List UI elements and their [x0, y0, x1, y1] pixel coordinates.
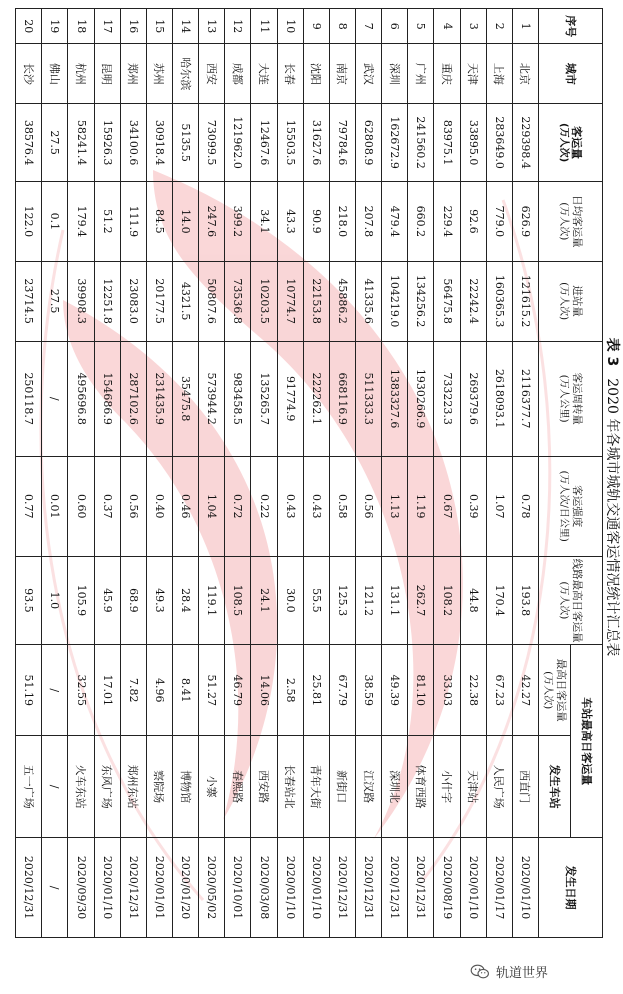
- cell-daily: 122.0: [16, 181, 42, 261]
- cell-city: 北京: [512, 44, 538, 104]
- cell-intensity: 0.56: [356, 456, 382, 556]
- cell-line-max: 1.0: [42, 556, 68, 645]
- cell-station: 五一广场: [16, 736, 42, 838]
- header-entry-unit: (万人次): [558, 282, 570, 321]
- wechat-icon: [470, 964, 490, 980]
- cell-line-max: 125.3: [329, 556, 355, 645]
- table-row: [486, 9, 512, 938]
- cell-entry: 160365.3: [486, 261, 512, 341]
- cell-city: 天津: [460, 44, 486, 104]
- cell-date: 2020/01/20: [173, 838, 199, 938]
- cell-entry: 73536.8: [225, 261, 251, 341]
- footer-brand-label: 轨道世界: [496, 966, 549, 981]
- cell-line-max: 108.5: [225, 556, 251, 645]
- header-entry: [539, 261, 603, 341]
- cell-station: 西安路: [251, 736, 277, 838]
- cell-line-max: 45.9: [94, 556, 120, 645]
- cell-station: 长春站北: [277, 736, 303, 838]
- cell-entry: 45886.2: [329, 261, 355, 341]
- cell-entry: 23083.0: [120, 261, 146, 341]
- cell-intensity: 0.78: [512, 456, 538, 556]
- cell-no: 2: [486, 9, 512, 44]
- cell-station-max: 4.96: [146, 645, 172, 736]
- cell-entry: 104219.0: [382, 261, 408, 341]
- cell-station-max: 42.27: [512, 645, 538, 736]
- cell-volume: 62808.9: [356, 104, 382, 182]
- cell-intensity: 1.13: [382, 456, 408, 556]
- cell-line-max: 49.3: [146, 556, 172, 645]
- cell-no: 17: [94, 9, 120, 44]
- cell-daily: 90.9: [303, 181, 329, 261]
- cell-date: 2020/01/17: [486, 838, 512, 938]
- cell-city: 上海: [486, 44, 512, 104]
- cell-station: 青年大街: [303, 736, 329, 838]
- cell-station-max: 51.19: [16, 645, 42, 736]
- cell-station-max: 25.81: [303, 645, 329, 736]
- cell-city: 重庆: [434, 44, 460, 104]
- cell-entry: 121615.2: [512, 261, 538, 341]
- cell-station: 人民广场: [486, 736, 512, 838]
- cell-no: 11: [251, 9, 277, 44]
- cell-date: 2020/12/31: [408, 838, 434, 938]
- cell-turnover: 2618093.1: [486, 341, 512, 456]
- header-daily-unit: (万人次): [558, 202, 570, 241]
- cell-entry: 10774.7: [277, 261, 303, 341]
- cell-city: 西安: [199, 44, 225, 104]
- cell-no: 7: [356, 9, 382, 44]
- table-row: [94, 9, 120, 938]
- cell-entry: 50807.6: [199, 261, 225, 341]
- cell-date: 2020/12/31: [329, 838, 355, 938]
- table-row: [277, 9, 303, 938]
- cell-daily: 0.1: [42, 181, 68, 261]
- cell-date: 2020/12/31: [356, 838, 382, 938]
- statistics-table: [15, 8, 603, 938]
- cell-city: 郑州: [120, 44, 146, 104]
- cell-no: 9: [303, 9, 329, 44]
- table-row: [68, 9, 94, 938]
- header-line-max-unit: (万人次): [558, 581, 570, 620]
- table-row: [251, 9, 277, 938]
- cell-turnover: 495696.8: [68, 341, 94, 456]
- cell-station: 江汉路: [356, 736, 382, 838]
- cell-no: 1: [512, 9, 538, 44]
- cell-volume: 283649.0: [486, 104, 512, 182]
- cell-no: 14: [173, 9, 199, 44]
- cell-station-max: /: [42, 645, 68, 736]
- cell-entry: 27.5: [42, 261, 68, 341]
- cell-line-max: 131.1: [382, 556, 408, 645]
- cell-no: 19: [42, 9, 68, 44]
- cell-daily: 218.0: [329, 181, 355, 261]
- table-row: [42, 9, 68, 938]
- header-intensity-label: 客运强度: [571, 485, 584, 528]
- cell-volume: 31627.6: [303, 104, 329, 182]
- cell-volume: 5135.5: [173, 104, 199, 182]
- cell-turnover: 668116.9: [329, 341, 355, 456]
- cell-date: 2020/08/19: [434, 838, 460, 938]
- cell-turnover: 269379.6: [460, 341, 486, 456]
- cell-turnover: 231435.9: [146, 341, 172, 456]
- cell-turnover: 511333.3: [356, 341, 382, 456]
- cell-no: 20: [16, 9, 42, 44]
- cell-city: 成都: [225, 44, 251, 104]
- cell-station-max: 67.79: [329, 645, 355, 736]
- cell-line-max: 55.5: [303, 556, 329, 645]
- table-row: [329, 9, 355, 938]
- cell-daily: 84.5: [146, 181, 172, 261]
- cell-line-max: 105.9: [68, 556, 94, 645]
- cell-city: 长沙: [16, 44, 42, 104]
- cell-intensity: 0.72: [225, 456, 251, 556]
- table-row: [16, 9, 42, 938]
- cell-city: 苏州: [146, 44, 172, 104]
- table-row: [382, 9, 408, 938]
- header-line-max: [539, 556, 603, 645]
- cell-city: 武汉: [356, 44, 382, 104]
- cell-station-max: 32.55: [68, 645, 94, 736]
- header-turnover-unit: (万人公里): [558, 374, 570, 423]
- cell-entry: 56475.8: [434, 261, 460, 341]
- cell-intensity: 0.46: [173, 456, 199, 556]
- cell-volume: 162672.9: [382, 104, 408, 182]
- cell-date: 2020/01/10: [94, 838, 120, 938]
- table-title: [603, 0, 621, 994]
- header-turnover: [539, 341, 603, 456]
- cell-intensity: 0.01: [42, 456, 68, 556]
- cell-line-max: 170.4: [486, 556, 512, 645]
- cell-line-max: 30.0: [277, 556, 303, 645]
- cell-station-max: 51.27: [199, 645, 225, 736]
- cell-station: /: [42, 736, 68, 838]
- table-row: [146, 9, 172, 938]
- cell-turnover: 2116377.7: [512, 341, 538, 456]
- cell-station: 新街口: [329, 736, 355, 838]
- cell-intensity: 0.37: [94, 456, 120, 556]
- header-volume-unit: (万人次): [558, 123, 570, 163]
- cell-no: 15: [146, 9, 172, 44]
- cell-line-max: 93.5: [16, 556, 42, 645]
- cell-date: 2020/01/10: [277, 838, 303, 938]
- table-row: [408, 9, 434, 938]
- table-row: [199, 9, 225, 938]
- cell-date: 2020/12/31: [16, 838, 42, 938]
- cell-intensity: 1.04: [199, 456, 225, 556]
- cell-city: 昆明: [94, 44, 120, 104]
- table-row: [120, 9, 146, 938]
- cell-volume: 83975.1: [434, 104, 460, 182]
- cell-date: 2020/12/31: [382, 838, 408, 938]
- cell-volume: 30918.4: [146, 104, 172, 182]
- cell-volume: 34100.6: [120, 104, 146, 182]
- cell-entry: 41335.6: [356, 261, 382, 341]
- cell-city: 哈尔滨: [173, 44, 199, 104]
- cell-entry: 22153.8: [303, 261, 329, 341]
- cell-station-max: 49.39: [382, 645, 408, 736]
- cell-entry: 12251.8: [94, 261, 120, 341]
- cell-station-max: 14.06: [251, 645, 277, 736]
- cell-line-max: 28.4: [173, 556, 199, 645]
- table-row: [225, 9, 251, 938]
- cell-date: /: [42, 838, 68, 938]
- table-number: 表 3: [604, 337, 620, 367]
- table-title-text: 2020 年各城市城轨交通客运情况统计汇总表: [604, 378, 620, 657]
- cell-daily: 14.0: [173, 181, 199, 261]
- cell-volume: 58241.4: [68, 104, 94, 182]
- cell-no: 3: [460, 9, 486, 44]
- cell-station-max: 81.10: [408, 645, 434, 736]
- cell-line-max: 68.9: [120, 556, 146, 645]
- header-volume-label: 客运量: [570, 126, 584, 160]
- header-daily-label: 日均客运量: [571, 195, 584, 248]
- cell-station: 小寨: [199, 736, 225, 838]
- cell-station: 火车东站: [68, 736, 94, 838]
- cell-turnover: 1383327.6: [382, 341, 408, 456]
- cell-date: 2020/01/01: [146, 838, 172, 938]
- header-no: 序号: [539, 9, 603, 44]
- cell-intensity: 0.43: [303, 456, 329, 556]
- cell-daily: 207.8: [356, 181, 382, 261]
- cell-date: 2020/01/10: [303, 838, 329, 938]
- cell-daily: 479.4: [382, 181, 408, 261]
- cell-volume: 121962.0: [225, 104, 251, 182]
- cell-daily: 111.9: [120, 181, 146, 261]
- table-body: [16, 9, 539, 938]
- table-row: [512, 9, 538, 938]
- footer-brand: [470, 962, 548, 981]
- cell-intensity: 0.40: [146, 456, 172, 556]
- header-intensity-unit: (万人次/日公里): [558, 470, 570, 542]
- cell-station-max: 33.03: [434, 645, 460, 736]
- cell-intensity: 1.07: [486, 456, 512, 556]
- cell-city: 广州: [408, 44, 434, 104]
- cell-daily: 779.0: [486, 181, 512, 261]
- cell-entry: 20177.5: [146, 261, 172, 341]
- header-city: 城市: [539, 44, 603, 104]
- cell-intensity: 0.22: [251, 456, 277, 556]
- cell-daily: 247.6: [199, 181, 225, 261]
- cell-station: 博物馆: [173, 736, 199, 838]
- cell-daily: 51.2: [94, 181, 120, 261]
- cell-date: 2020/10/01: [225, 838, 251, 938]
- cell-volume: 229398.4: [512, 104, 538, 182]
- cell-station: 体育西路: [408, 736, 434, 838]
- cell-turnover: 733223.3: [434, 341, 460, 456]
- cell-station-max: 38.59: [356, 645, 382, 736]
- header-station-max-label: 最高日客运量: [555, 658, 568, 722]
- cell-daily: 626.9: [512, 181, 538, 261]
- cell-city: 佛山: [42, 44, 68, 104]
- cell-intensity: 0.60: [68, 456, 94, 556]
- table-row: [303, 9, 329, 938]
- cell-no: 4: [434, 9, 460, 44]
- cell-volume: 73099.5: [199, 104, 225, 182]
- cell-turnover: 250118.7: [16, 341, 42, 456]
- cell-entry: 10203.5: [251, 261, 277, 341]
- cell-intensity: 0.67: [434, 456, 460, 556]
- cell-no: 13: [199, 9, 225, 44]
- header-station-group: 车站最高日客运量: [571, 645, 603, 838]
- table-row: [356, 9, 382, 938]
- cell-volume: 12467.6: [251, 104, 277, 182]
- cell-line-max: 121.2: [356, 556, 382, 645]
- cell-no: 10: [277, 9, 303, 44]
- cell-city: 大连: [251, 44, 277, 104]
- cell-volume: 33895.0: [460, 104, 486, 182]
- cell-turnover: /: [42, 341, 68, 456]
- cell-date: 2020/01/10: [460, 838, 486, 938]
- header-entry-label: 进站量: [571, 285, 584, 317]
- cell-daily: 179.4: [68, 181, 94, 261]
- cell-station-max: 7.82: [120, 645, 146, 736]
- header-daily: [539, 181, 603, 261]
- cell-station: 东风广场: [94, 736, 120, 838]
- cell-no: 6: [382, 9, 408, 44]
- cell-volume: 79784.6: [329, 104, 355, 182]
- cell-daily: 660.2: [408, 181, 434, 261]
- cell-station: 郑州东站: [120, 736, 146, 838]
- cell-date: 2020/12/31: [120, 838, 146, 938]
- cell-entry: 23714.5: [16, 261, 42, 341]
- cell-station: 天津站: [460, 736, 486, 838]
- cell-no: 12: [225, 9, 251, 44]
- cell-station: 西直门: [512, 736, 538, 838]
- cell-turnover: 983458.5: [225, 341, 251, 456]
- header-station-name: 发生车站: [539, 736, 571, 838]
- cell-date: 2020/03/08: [251, 838, 277, 938]
- cell-intensity: 1.19: [408, 456, 434, 556]
- cell-date: 2020/09/30: [68, 838, 94, 938]
- cell-volume: 241560.2: [408, 104, 434, 182]
- header-station-max-unit: (万人次): [542, 671, 554, 710]
- cell-entry: 22242.4: [460, 261, 486, 341]
- table-header: [539, 9, 603, 938]
- header-volume: [539, 104, 603, 182]
- cell-line-max: 262.7: [408, 556, 434, 645]
- cell-station-max: 17.01: [94, 645, 120, 736]
- cell-line-max: 119.1: [199, 556, 225, 645]
- cell-daily: 43.3: [277, 181, 303, 261]
- cell-city: 深圳: [382, 44, 408, 104]
- cell-entry: 134256.2: [408, 261, 434, 341]
- table-row: [434, 9, 460, 938]
- cell-line-max: 108.2: [434, 556, 460, 645]
- cell-volume: 38576.4: [16, 104, 42, 182]
- cell-no: 16: [120, 9, 146, 44]
- cell-station-max: 67.23: [486, 645, 512, 736]
- header-turnover-label: 客运周转量: [571, 372, 584, 425]
- cell-daily: 229.4: [434, 181, 460, 261]
- cell-station-max: 2.58: [277, 645, 303, 736]
- header-station-max: [539, 645, 571, 736]
- cell-daily: 34.1: [251, 181, 277, 261]
- cell-intensity: 0.39: [460, 456, 486, 556]
- cell-turnover: 287102.6: [120, 341, 146, 456]
- cell-intensity: 0.43: [277, 456, 303, 556]
- table-row: [460, 9, 486, 938]
- cell-station-max: 8.41: [173, 645, 199, 736]
- cell-station: 深圳北: [382, 736, 408, 838]
- cell-intensity: 0.77: [16, 456, 42, 556]
- header-date: 发生日期: [539, 838, 603, 938]
- cell-turnover: 154686.9: [94, 341, 120, 456]
- header-intensity: [539, 456, 603, 556]
- cell-turnover: 91774.9: [277, 341, 303, 456]
- cell-intensity: 0.58: [329, 456, 355, 556]
- cell-station: 小什字: [434, 736, 460, 838]
- table-row: [173, 9, 199, 938]
- cell-city: 杭州: [68, 44, 94, 104]
- cell-no: 18: [68, 9, 94, 44]
- cell-turnover: 135265.7: [251, 341, 277, 456]
- cell-entry: 39908.3: [68, 261, 94, 341]
- cell-no: 5: [408, 9, 434, 44]
- cell-turnover: 35475.8: [173, 341, 199, 456]
- cell-line-max: 193.8: [512, 556, 538, 645]
- cell-turnover: 573944.2: [199, 341, 225, 456]
- cell-turnover: 1930266.9: [408, 341, 434, 456]
- cell-station-max: 46.79: [225, 645, 251, 736]
- cell-volume: 27.5: [42, 104, 68, 182]
- cell-city: 长春: [277, 44, 303, 104]
- cell-turnover: 222262.1: [303, 341, 329, 456]
- cell-daily: 92.6: [460, 181, 486, 261]
- cell-no: 8: [329, 9, 355, 44]
- cell-line-max: 44.8: [460, 556, 486, 645]
- header-line-max-label: 线路最高日客运量: [571, 558, 584, 643]
- cell-intensity: 0.56: [120, 456, 146, 556]
- cell-city: 南京: [329, 44, 355, 104]
- cell-entry: 4321.5: [173, 261, 199, 341]
- cell-station: 察院场: [146, 736, 172, 838]
- cell-line-max: 24.1: [251, 556, 277, 645]
- cell-date: 2020/05/02: [199, 838, 225, 938]
- cell-city: 沈阳: [303, 44, 329, 104]
- cell-daily: 399.2: [225, 181, 251, 261]
- cell-date: 2020/01/10: [512, 838, 538, 938]
- cell-station: 春熙路: [225, 736, 251, 838]
- cell-volume: 15926.3: [94, 104, 120, 182]
- cell-volume: 15503.5: [277, 104, 303, 182]
- cell-station-max: 22.38: [460, 645, 486, 736]
